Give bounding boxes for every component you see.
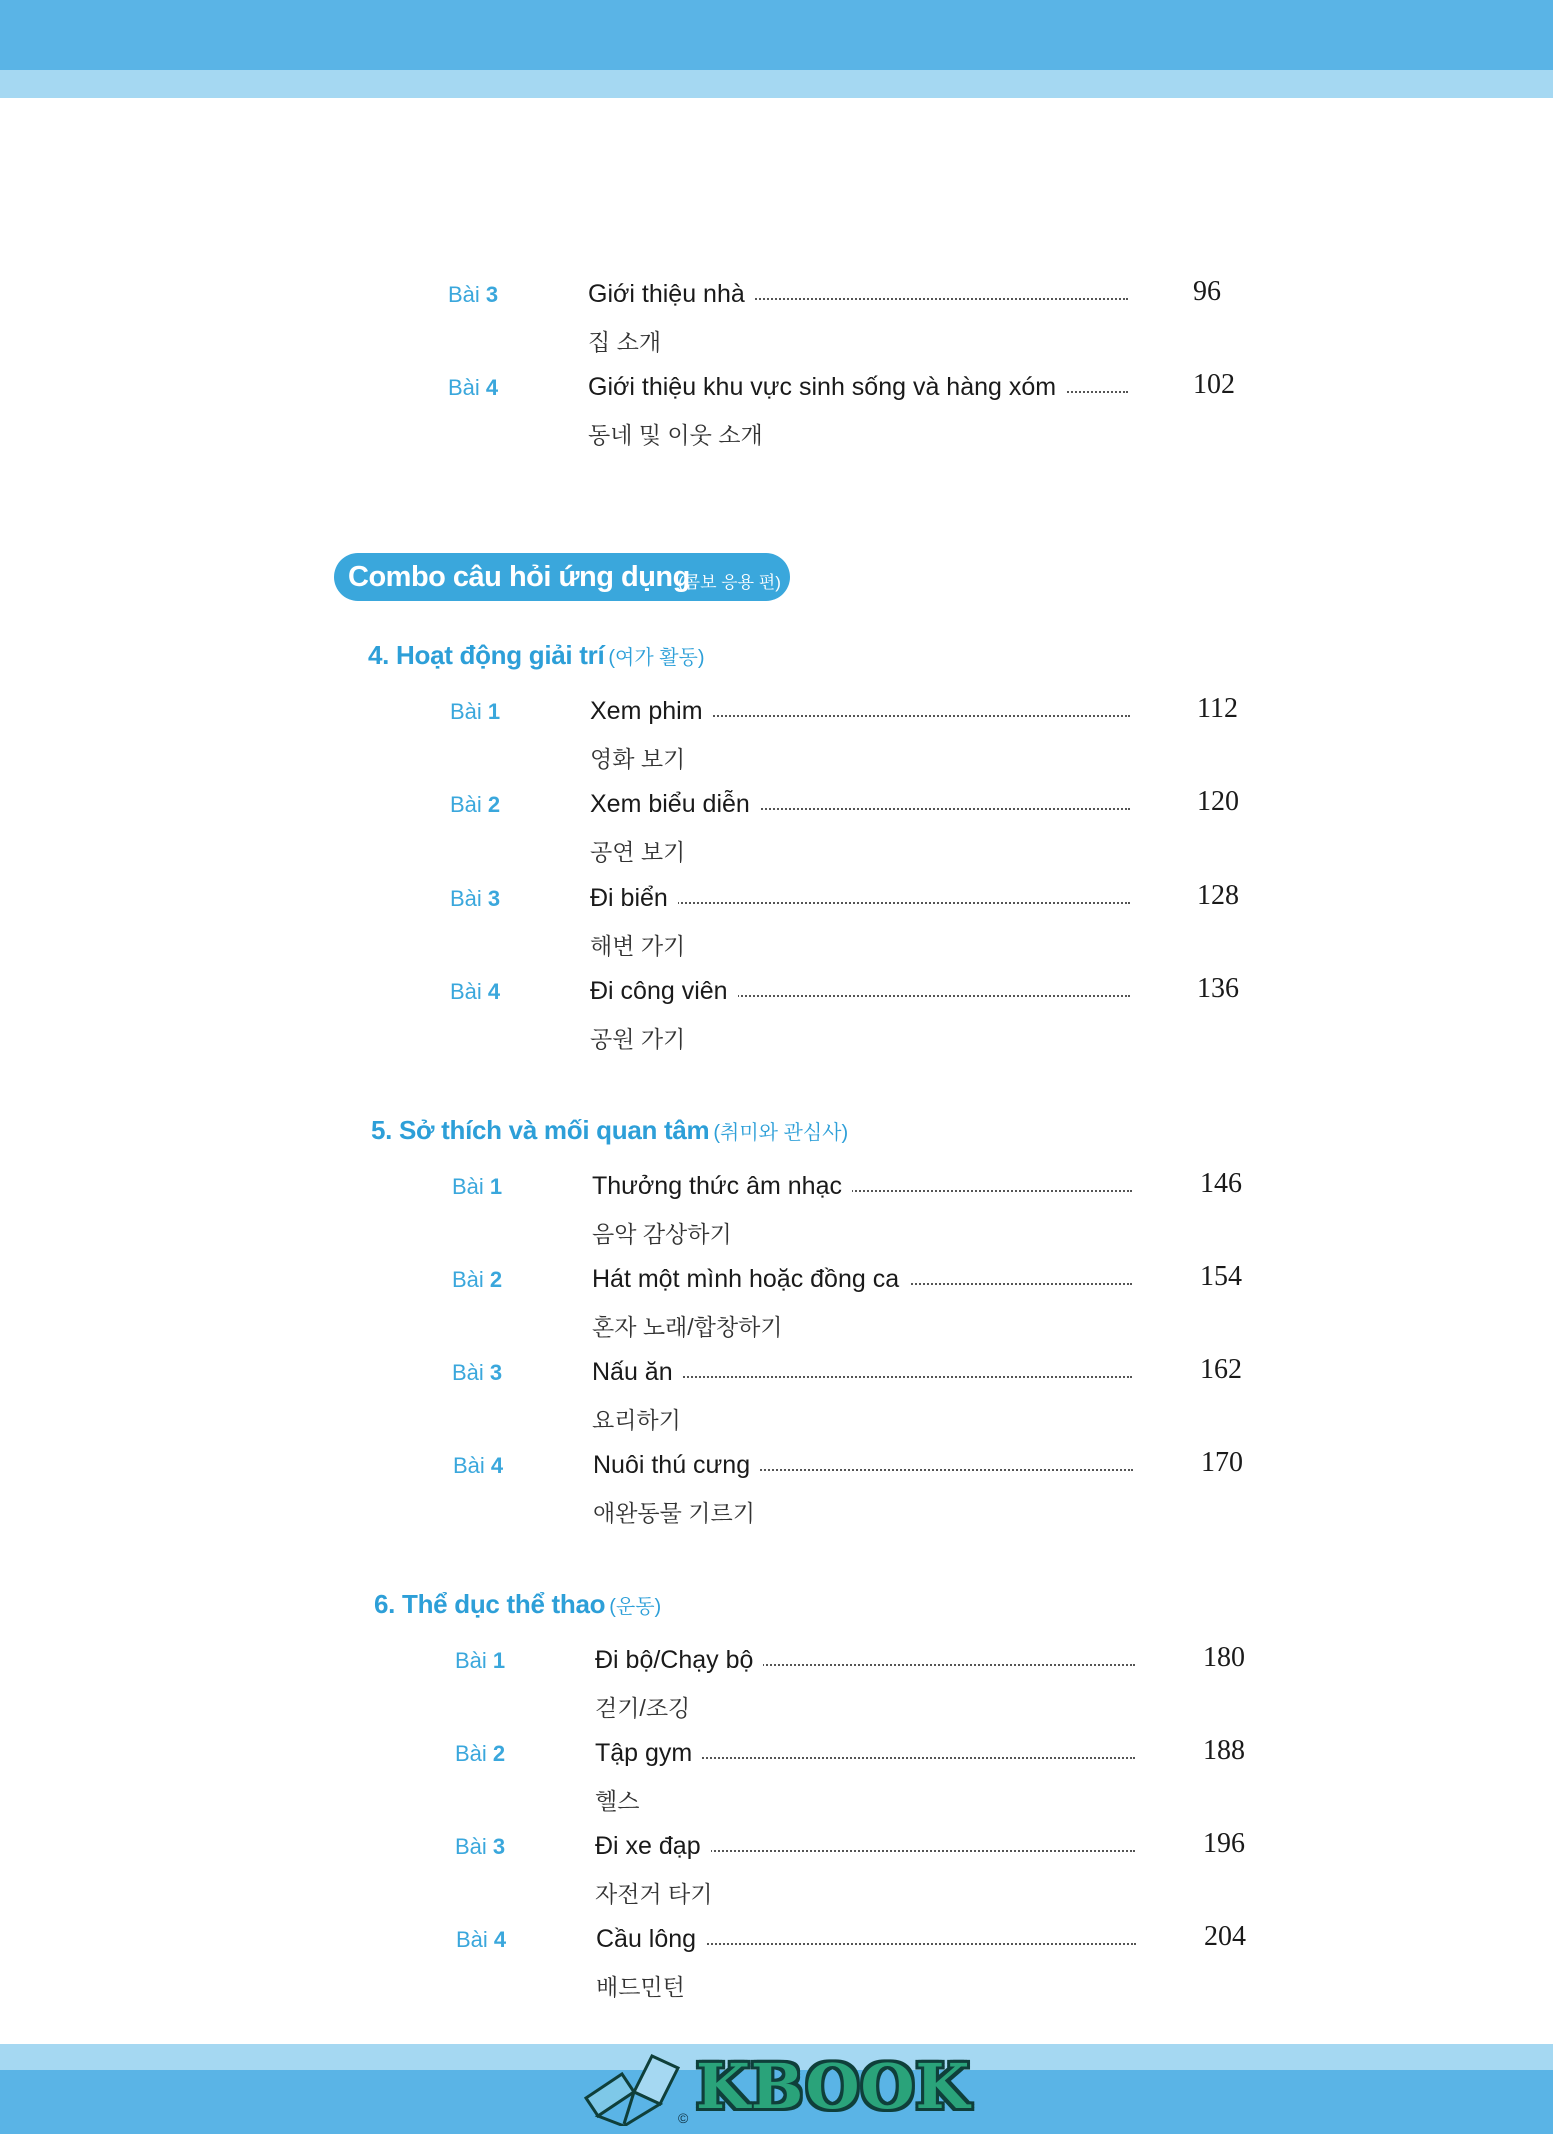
lesson-title-kr: 공연 보기 (590, 839, 686, 865)
lesson-title-kr: 헬스 (595, 1788, 640, 1814)
top-band-dark (0, 0, 1553, 70)
toc-entry[interactable] (450, 786, 1240, 870)
section-heading-5 (371, 1115, 848, 1146)
lesson-label: Bài 3 (452, 1360, 503, 1385)
toc-entry[interactable] (455, 1642, 1245, 1726)
lesson-title-kr: 애완동물 기르기 (593, 1500, 755, 1526)
section-subtitle: (취미와 관심사) (713, 1122, 849, 1144)
lesson-label: Bài 1 (455, 1648, 506, 1673)
lesson-title-vn: Hát một mình hoặc đồng ca (592, 1265, 909, 1294)
logo-wordmark: KBOOK (696, 2050, 971, 2123)
page-number: 102 (1193, 369, 1235, 400)
lesson-title-vn: Nuôi thú cưng (593, 1451, 760, 1480)
page-number: 180 (1203, 1642, 1245, 1673)
open-book-icon (578, 2046, 690, 2126)
page-number: 112 (1197, 693, 1238, 724)
page-number: 162 (1200, 1354, 1242, 1385)
lesson-label: Bài 3 (448, 282, 499, 307)
lesson-title-kr: 요리하기 (592, 1407, 681, 1433)
lesson-title-vn: Đi công viên (590, 977, 738, 1006)
lesson-label: Bài 1 (450, 699, 501, 724)
lesson-title-vn: Xem biểu diễn (590, 790, 760, 819)
lesson-title-kr: 음악 감상하기 (592, 1221, 732, 1247)
page-number: 204 (1204, 1921, 1246, 1952)
lesson-title-vn: Xem phim (590, 697, 713, 726)
lesson-label: Bài 4 (448, 375, 499, 400)
toc-entry[interactable] (452, 1261, 1242, 1345)
lesson-title-kr: 동네 및 이웃 소개 (588, 422, 763, 448)
lesson-label: Bài 4 (456, 1927, 507, 1952)
page-number: 196 (1203, 1828, 1245, 1859)
lesson-label: Bài 1 (452, 1174, 503, 1199)
lesson-label: Bài 2 (450, 792, 501, 817)
lesson-title-kr: 걷기/조깅 (595, 1695, 691, 1721)
section-title: 4. Hoạt động giải trí (368, 640, 605, 670)
toc-entry[interactable] (453, 1447, 1243, 1531)
section-subtitle: (운동) (609, 1596, 662, 1618)
lesson-title-vn: Tập gym (595, 1739, 702, 1768)
section-subtitle: (여가 활동) (608, 647, 705, 669)
toc-entry[interactable] (455, 1828, 1245, 1912)
lesson-label: Bài 3 (455, 1834, 506, 1859)
combo-title: Combo câu hỏi ứng dụng (348, 561, 690, 593)
toc-entry[interactable] (448, 369, 1238, 453)
lesson-label: Bài 4 (453, 1453, 504, 1478)
lesson-title-kr: 해변 가기 (590, 933, 686, 959)
toc-entry[interactable] (455, 1735, 1245, 1819)
toc-entry[interactable] (452, 1354, 1242, 1438)
toc-entry[interactable] (450, 693, 1240, 777)
toc-entry[interactable] (456, 1921, 1246, 2005)
toc-entry[interactable] (450, 973, 1240, 1057)
combo-header-pill (334, 553, 790, 601)
lesson-title-kr: 공원 가기 (590, 1026, 686, 1052)
lesson-title-kr: 배드민턴 (596, 1974, 685, 2000)
page-number: 96 (1193, 276, 1221, 307)
lesson-title-kr: 집 소개 (588, 329, 662, 355)
combo-subtitle: (콤보 응용 편) (678, 573, 781, 592)
kbook-logo (578, 2040, 998, 2130)
section-heading-4 (368, 640, 705, 671)
lesson-title-vn: Nấu ăn (592, 1358, 683, 1387)
page-number: 120 (1197, 786, 1239, 817)
lesson-title-vn: Đi bộ/Chạy bộ (595, 1646, 763, 1675)
page-number: 170 (1201, 1447, 1243, 1478)
copyright-mark: © (678, 2110, 689, 2126)
lesson-title-kr: 자전거 타기 (595, 1881, 713, 1907)
lesson-title-vn: Đi xe đạp (595, 1832, 711, 1861)
lesson-label: Bài 2 (452, 1267, 503, 1292)
section-heading-6 (374, 1589, 661, 1620)
page-number: 136 (1197, 973, 1239, 1004)
lesson-title-vn: Cầu lông (596, 1925, 706, 1954)
lesson-title-kr: 혼자 노래/합창하기 (592, 1314, 783, 1340)
lesson-title-vn: Đi biển (590, 884, 678, 913)
lesson-title-kr: 영화 보기 (590, 746, 686, 772)
page-number: 154 (1200, 1261, 1242, 1292)
page-number: 188 (1203, 1735, 1245, 1766)
lesson-title-vn: Giới thiệu khu vực sinh sống và hàng xóm (588, 373, 1066, 402)
page-number: 146 (1200, 1168, 1242, 1199)
lesson-title-vn: Thưởng thức âm nhạc (592, 1172, 852, 1201)
section-title: 5. Sở thích và mối quan tâm (371, 1115, 710, 1145)
lesson-title-vn: Giới thiệu nhà (588, 280, 755, 309)
lesson-label: Bài 4 (450, 979, 501, 1004)
toc-entry[interactable] (450, 880, 1240, 964)
toc-entry[interactable] (452, 1168, 1242, 1252)
top-decorative-band (0, 0, 1553, 98)
section-title: 6. Thể dục thể thao (374, 1589, 606, 1619)
page-number: 128 (1197, 880, 1239, 911)
top-band-light (0, 70, 1553, 98)
toc-entry[interactable] (448, 276, 1238, 360)
lesson-label: Bài 2 (455, 1741, 506, 1766)
lesson-label: Bài 3 (450, 886, 501, 911)
